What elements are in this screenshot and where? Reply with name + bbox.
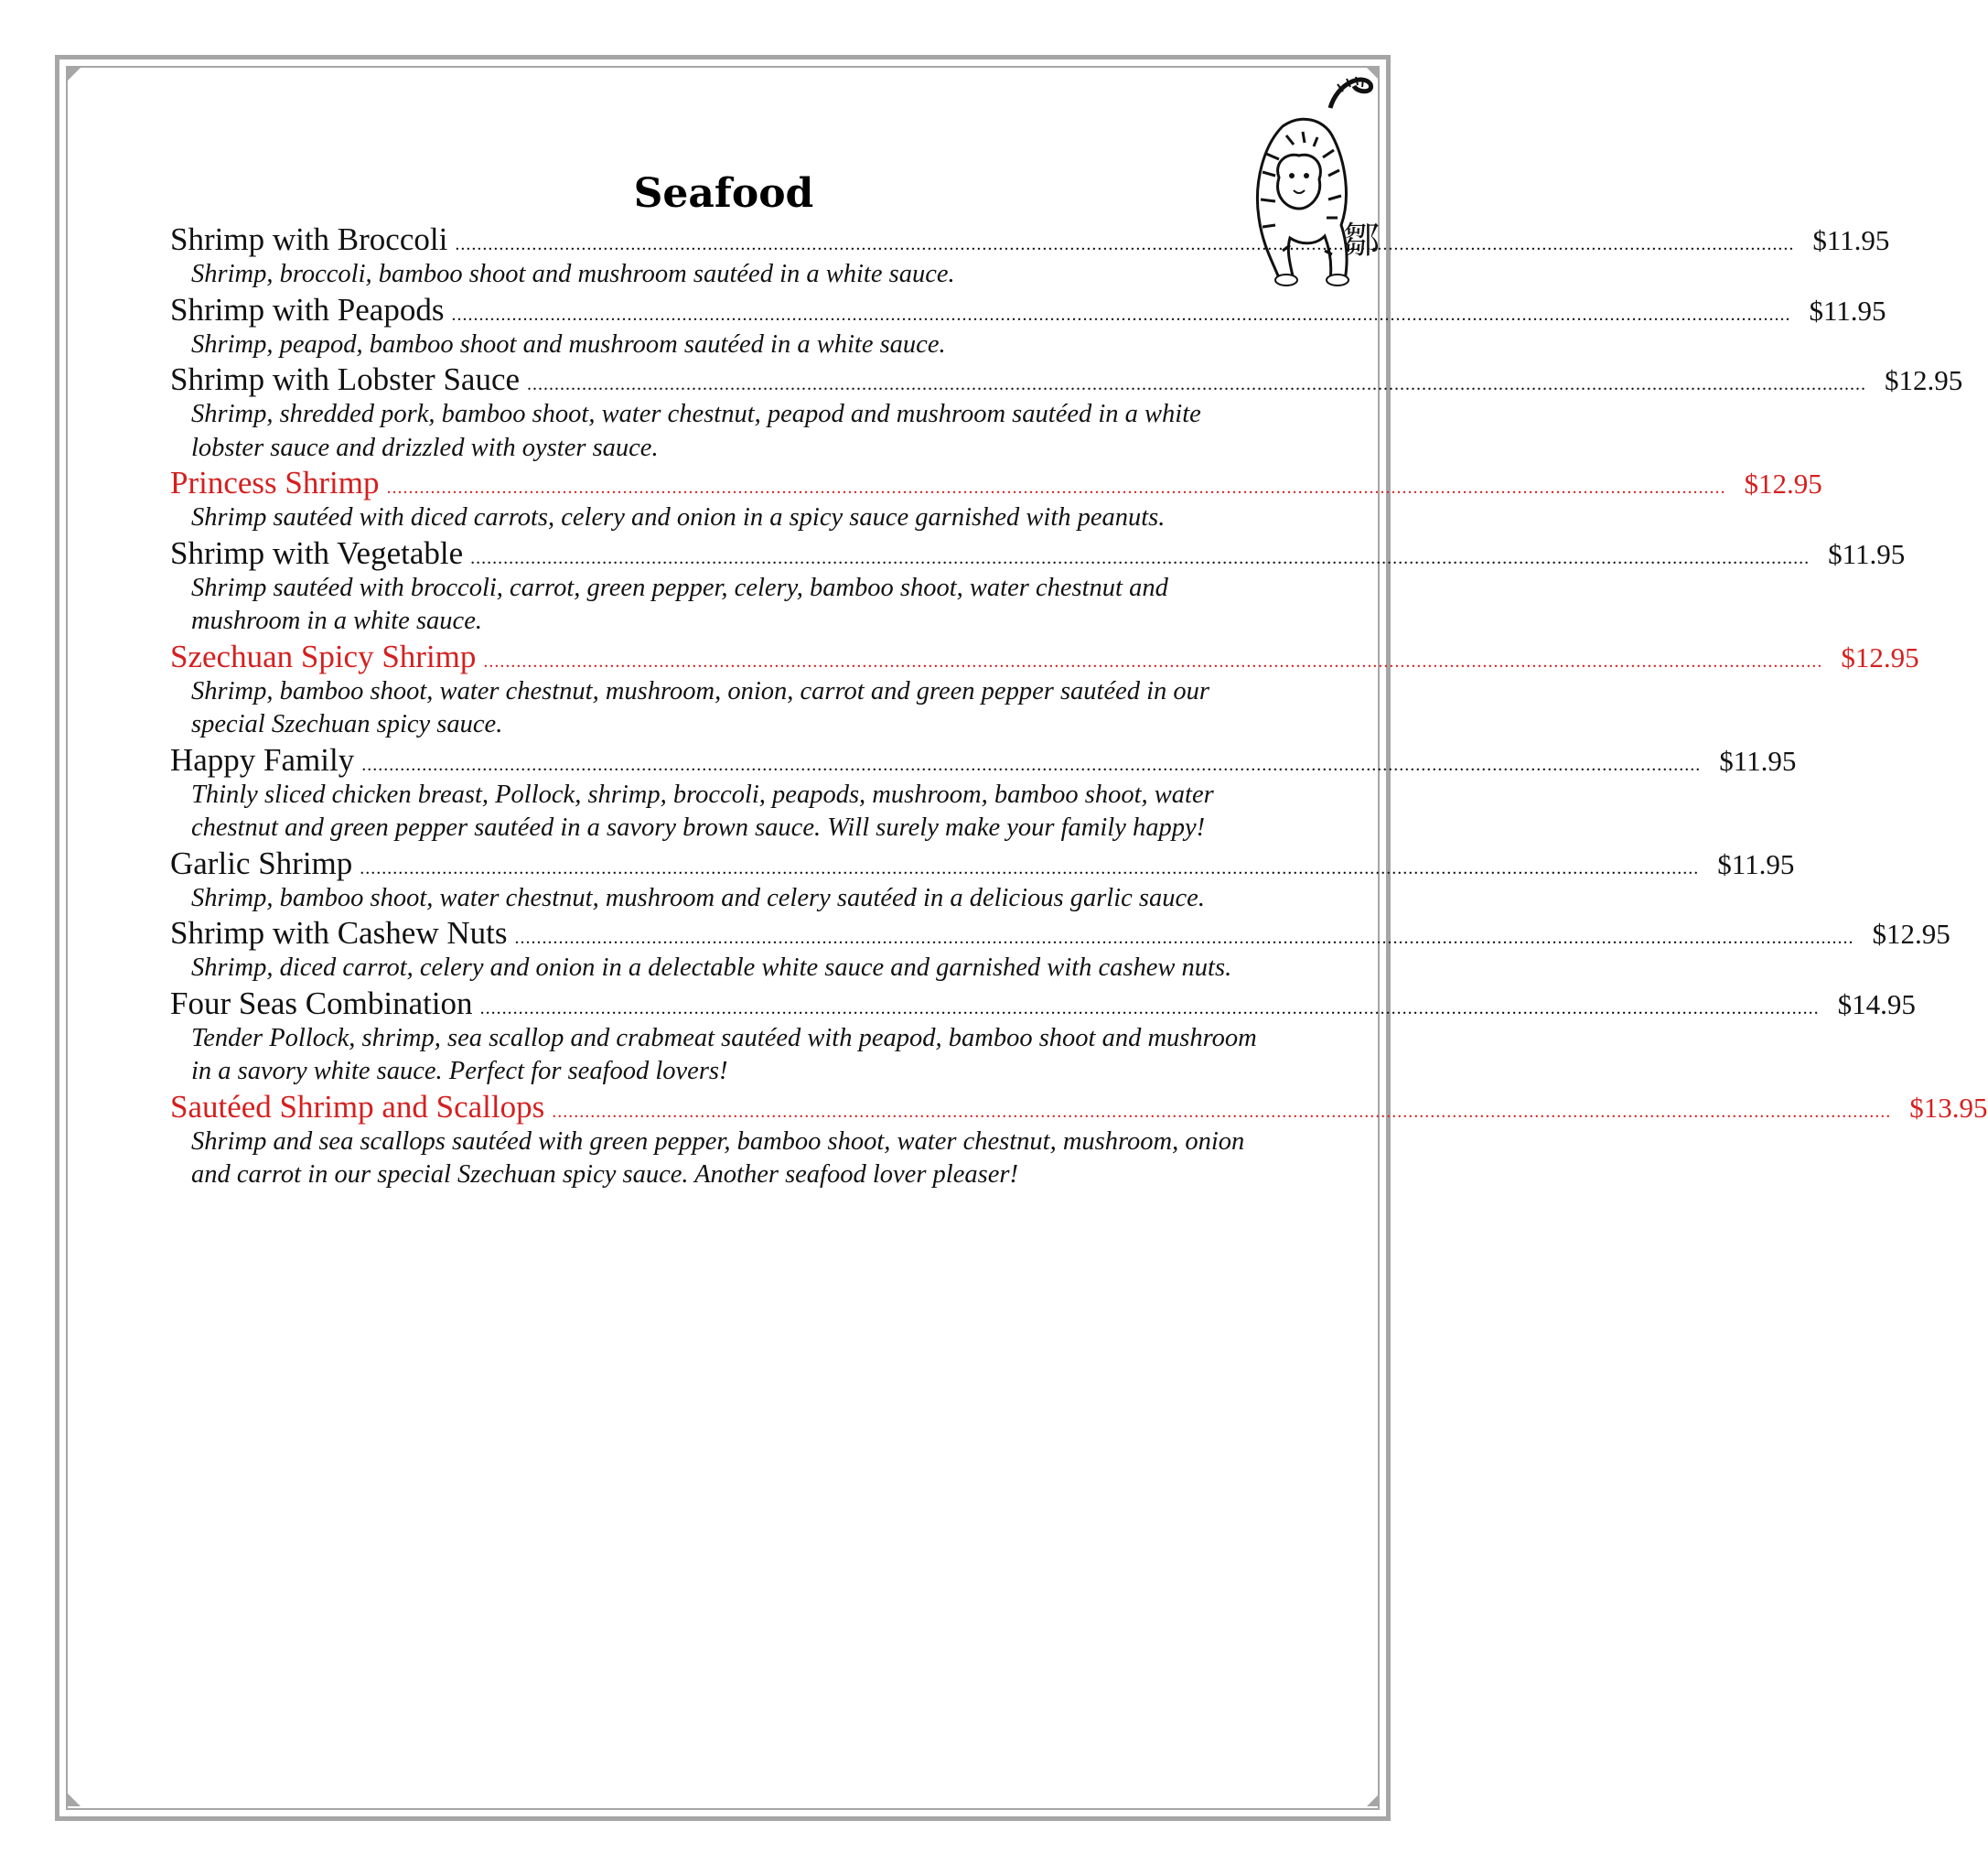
menu-item-name: Happy Family: [170, 741, 355, 778]
menu-item: [170, 915, 1950, 985]
menu-item-price: $11.95: [1809, 294, 1886, 327]
menu-item-price: $11.95: [1812, 224, 1890, 256]
menu-item-line: [170, 221, 1890, 258]
menu-item: [170, 638, 1919, 742]
menu-item-line: [170, 985, 1916, 1022]
page-title: Seafood: [633, 170, 814, 217]
menu-item-line: [170, 741, 1797, 779]
menu-item-name: Shrimp with Peapods: [170, 291, 445, 328]
menu-item: [170, 361, 1963, 465]
menu-item-price: $11.95: [1719, 744, 1797, 777]
menu-item: [170, 985, 1916, 1089]
dot-leader: [480, 990, 1820, 1027]
menu-item-price: $12.95: [1885, 364, 1963, 396]
border-corner-ornament: [68, 1793, 81, 1806]
menu-item: [170, 465, 1822, 535]
menu-item-line: [170, 291, 1886, 328]
menu-item-name: Szechuan Spicy Shrimp: [170, 638, 477, 674]
menu-item-price: $11.95: [1717, 847, 1795, 880]
menu-item-description: Shrimp, bamboo shoot, water chestnut, mushroom and celery sautéed in a delicious garlic sauce.: [191, 883, 1205, 912]
menu-item-description: Tender Pollock, shrimp, sea scallop and crabmeat sautéed with peapod, bamboo shoot and mushroom in a savory white sauce. Perfect for seafood lovers!: [191, 1023, 1257, 1085]
dot-leader: [361, 747, 1701, 783]
svg-text:鄒: 鄒: [1343, 220, 1380, 262]
menu-item-name: Princess Shrimp: [170, 465, 380, 501]
border-corner-ornament: [68, 68, 81, 81]
menu-item: [170, 291, 1886, 362]
dot-leader: [455, 226, 1794, 263]
menu-item-line: [170, 638, 1919, 675]
menu-item-price: $13.95: [1909, 1091, 1988, 1124]
menu-item: [170, 845, 1795, 916]
menu-item-price: $12.95: [1744, 468, 1822, 500]
menu-item-line: [170, 845, 1795, 882]
menu-item-description: Shrimp sautéed with diced carrots, celery and onion in a spicy sauce garnished with peanuts.: [191, 503, 1166, 532]
menu-item: [170, 534, 1906, 639]
menu-item-name: Shrimp with Broccoli: [170, 221, 448, 257]
dot-leader: [386, 469, 1725, 506]
dot-leader: [552, 1093, 1891, 1130]
dot-leader: [360, 850, 1699, 887]
menu-item-name: Shrimp with Lobster Sauce: [170, 361, 521, 397]
menu-item-name: Shrimp with Vegetable: [170, 534, 464, 571]
menu-item-name: Garlic Shrimp: [170, 845, 353, 881]
border-corner-ornament: [1367, 1793, 1380, 1806]
menu-item-line: [170, 1088, 1988, 1125]
menu-item-line: [170, 915, 1950, 952]
menu-item-name: Sautéed Shrimp and Scallops: [170, 1088, 545, 1125]
menu-item-description: Shrimp, shredded pork, bamboo shoot, water chestnut, peapod and mushroom sautéed in a white lobster sauce and drizzled with oyster sauce.: [191, 400, 1201, 462]
dot-leader: [527, 366, 1866, 403]
dot-leader: [483, 643, 1822, 680]
menu-item-price: $12.95: [1872, 918, 1950, 950]
menu-item-description: Thinly sliced chicken breast, Pollock, shrimp, broccoli, peapods, mushroom, bamboo shoot, water chestnut and green pepper sautéed in a savory brown sauce. Will surely make your family happy!: [191, 780, 1214, 842]
menu-item-line: [170, 534, 1906, 572]
menu-item-price: $12.95: [1841, 641, 1919, 673]
menu-item-description: Shrimp, peapod, bamboo shoot and mushroom sautéed in a white sauce.: [191, 329, 946, 359]
dot-leader: [514, 920, 1854, 956]
dot-leader: [470, 540, 1810, 576]
menu-item-price: $14.95: [1837, 987, 1916, 1020]
menu-item-description: Shrimp sautéed with broccoli, carrot, green pepper, celery, bamboo shoot, water chestnut and mushroom in a white sauce.: [191, 573, 1168, 635]
menu-item-description: Shrimp, broccoli, bamboo shoot and mushroom sautéed in a white sauce.: [191, 260, 955, 288]
menu-item-name: Four Seas Combination: [170, 985, 473, 1021]
menu-item-description: Shrimp, bamboo shoot, water chestnut, mushroom, onion, carrot and green pepper sautéed in our special Szechuan spicy sauce.: [191, 676, 1210, 738]
menu-item-description: Shrimp and sea scallops sautéed with green pepper, bamboo shoot, water chestnut, mushroom, onion and carrot in our special Szechuan spicy sauce. Another seafood lover pleaser!: [191, 1126, 1245, 1189]
menu-list: [170, 221, 1988, 1192]
menu-item-price: $11.95: [1828, 537, 1906, 570]
menu-item-description: Shrimp, diced carrot, celery and onion in a delectable white sauce and garnished with cashew nuts.: [191, 953, 1232, 982]
dot-leader: [451, 296, 1790, 333]
menu-item: [170, 1088, 1988, 1192]
menu-item: [170, 741, 1797, 845]
menu-item-line: [170, 361, 1963, 398]
menu-item-name: Shrimp with Cashew Nuts: [170, 915, 508, 951]
menu-item: [170, 221, 1890, 292]
menu-item-line: [170, 465, 1822, 501]
